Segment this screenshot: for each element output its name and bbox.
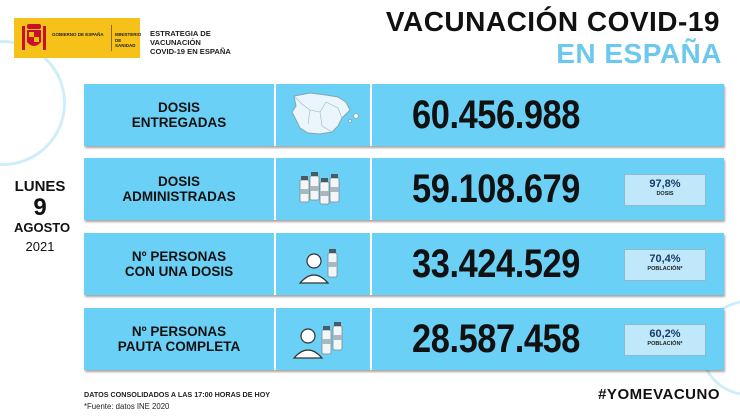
stat-label-line-1: DOSIS: [157, 174, 200, 189]
stat-row-administered: [84, 158, 724, 220]
stat-label-line-2: CON UNA DOSIS: [124, 264, 234, 279]
row-divider: [370, 84, 372, 146]
logo-divider: [111, 25, 112, 51]
stat-value: 60.456.988: [412, 92, 580, 137]
strategy-line-1: ESTRATEGIA DE: [150, 29, 211, 38]
date-year: 2021: [25, 239, 55, 254]
background-swirl-left: [0, 40, 66, 166]
hashtag: #YOMEVACUNO: [598, 386, 720, 403]
percent-badge: [624, 174, 706, 206]
row-divider: [274, 158, 276, 220]
stat-label: [84, 308, 274, 370]
page-title: VACUNACIÓN COVID-19: [385, 6, 720, 37]
stat-value: 59.108.679: [412, 166, 580, 211]
row-divider: [274, 233, 276, 295]
stat-value: 33.424.529: [412, 241, 580, 286]
strategy-line-3: COVID-19 EN ESPAÑA: [150, 47, 231, 56]
stat-label: [84, 233, 274, 295]
date-month: AGOSTO: [14, 220, 71, 235]
stat-label-line-1: Nº PERSONAS: [131, 324, 227, 339]
row-divider: [370, 308, 372, 370]
stat-label-line-2: ADMINISTRADAS: [122, 189, 236, 204]
person-vial-icon: [280, 237, 366, 291]
stat-label-line-1: DOSIS: [157, 100, 200, 115]
row-divider: [274, 84, 276, 146]
data-note: DATOS CONSOLIDADOS A LAS 17:00 HORAS DE HOY: [84, 390, 271, 399]
date-weekday: LUNES: [14, 178, 66, 195]
ministry-name: MINISTERIO DE SANIDAD: [115, 32, 142, 48]
stat-label-line-2: ENTREGADAS: [131, 115, 227, 130]
stat-row-one-dose: [84, 233, 724, 295]
percent-unit: POBLACIÓN*: [647, 266, 683, 272]
stat-label-line-1: Nº PERSONAS: [131, 249, 227, 264]
percent-badge: [624, 324, 706, 356]
percent-value: 60,2%: [649, 328, 681, 340]
stat-value: 28.587.458: [412, 316, 580, 361]
government-logo: [14, 18, 140, 58]
strategy-line-2: VACUNACIÓN: [150, 38, 201, 47]
coat-of-arms-icon: [22, 24, 46, 52]
report-date: [14, 178, 71, 256]
strategy-title: [150, 29, 231, 56]
spain-map-icon: [280, 88, 366, 142]
vaccine-vials-icon: [280, 162, 366, 216]
page-subtitle: EN ESPAÑA: [556, 38, 722, 69]
percent-unit: DOSIS: [656, 191, 674, 197]
row-divider: [370, 233, 372, 295]
percent-badge: [624, 249, 706, 281]
percent-unit: POBLACIÓN*: [647, 341, 683, 347]
data-source: *Fuente: datos INE 2020: [84, 402, 170, 411]
stat-row-full-schedule: [84, 308, 724, 370]
date-day: 9: [33, 194, 47, 221]
stat-label: [84, 84, 274, 146]
row-divider: [274, 308, 276, 370]
stat-row-delivered: [84, 84, 724, 146]
stat-label: [84, 158, 274, 220]
stat-label-line-2: PAUTA COMPLETA: [117, 339, 241, 354]
percent-value: 97,8%: [649, 178, 681, 190]
row-divider: [370, 158, 372, 220]
person-two-vials-icon: [280, 312, 366, 366]
percent-value: 70,4%: [649, 253, 681, 265]
gov-name: GOBIERNO DE ESPAÑA: [52, 32, 104, 37]
